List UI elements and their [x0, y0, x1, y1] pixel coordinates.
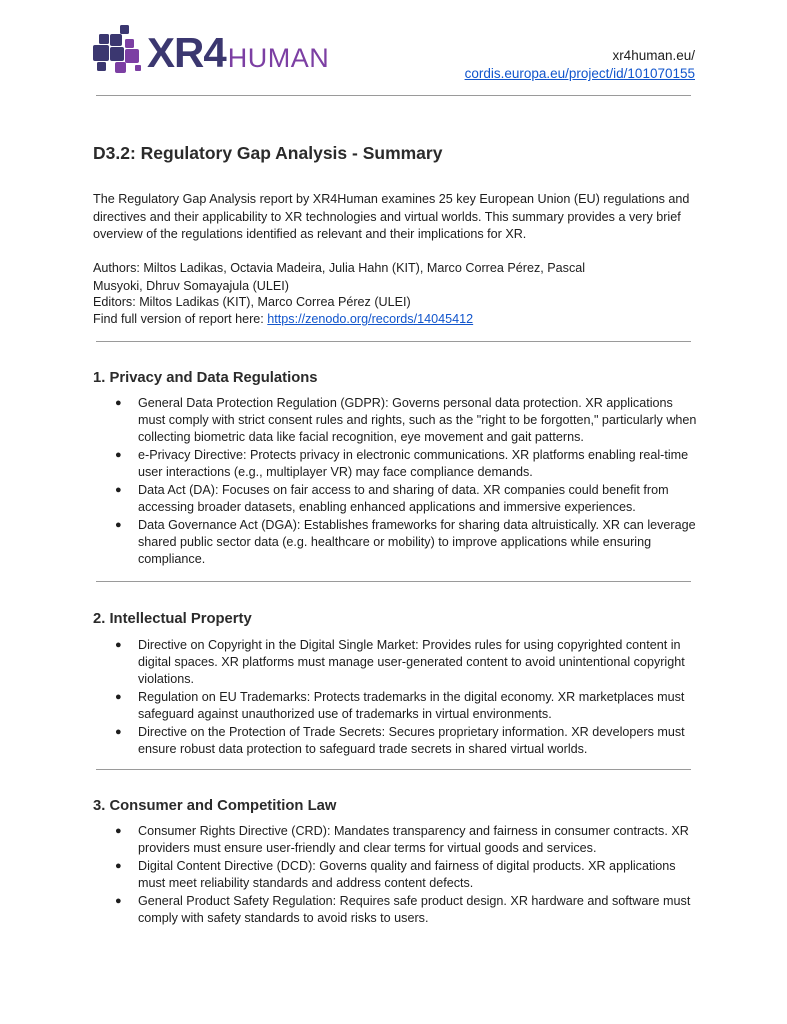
list-item-text: Data Governance Act (DGA): Establishes frameworks for sharing data altruistically. XR can leverage shared public sector data (e.g. healthcare or mobility) to improve applications while ensuring compliance. — [138, 518, 696, 566]
list-item-text: e-Privacy Directive: Protects privacy in electronic communications. XR platforms enabling real-time user interactions (e.g., multiplayer VR) may face compliance demands. — [138, 448, 689, 479]
bullet-icon: ● — [115, 449, 122, 461]
logo-human-text: HUMAN — [227, 43, 330, 73]
report-prefix: Find full version of report here: — [93, 312, 268, 326]
authors-line: Authors: Miltos Ladikas, Octavia Madeira, Julia Hahn (KIT), Marco Correa Pérez, Pascal Musyoki, Dhruv Somayajula (ULEI) — [93, 261, 586, 293]
section-heading: 2. Intellectual Property — [93, 611, 252, 627]
bullet-icon: ● — [115, 895, 122, 907]
header-divider — [96, 95, 691, 96]
section-heading: 3. Consumer and Competition Law — [93, 798, 337, 814]
list-item-text: Directive on the Protection of Trade Secrets: Secures proprietary information. XR developers must ensure robust data protection to safeguard trade secrets in shared virtual worlds. — [138, 725, 685, 756]
list-item — [93, 724, 698, 758]
list-item — [93, 823, 698, 857]
section-list-consumer — [93, 823, 698, 928]
intro-paragraph: The Regulatory Gap Analysis report by XR4Human examines 25 key European Union (EU) regulations and directives and their applicability to XR technologies and virtual worlds. This summary provides a very brief overview of the regulations identified as relevant and their implications for XR. — [93, 192, 690, 241]
list-item — [93, 482, 698, 516]
pixel-logo-icon — [93, 25, 145, 73]
editors-line: Editors: Miltos Ladikas (KIT), Marco Correa Pérez (ULEI) — [93, 295, 411, 309]
list-item-text: General Product Safety Regulation: Requires safe product design. XR hardware and software must comply with safety standards to avoid risks to users. — [138, 894, 691, 925]
list-item-text: General Data Protection Regulation (GDPR): Governs personal data protection. XR applications must comply with strict consent rules and rights, such as the "right to be forgotten," particularly when collecting biometric data like facial recognition, eye movement and gait patterns. — [138, 396, 697, 444]
report-link[interactable]: https://zenodo.org/records/14045412 — [267, 312, 474, 326]
list-item — [93, 395, 698, 446]
xr4human-logo — [93, 25, 330, 76]
bullet-icon: ● — [115, 860, 122, 872]
bullet-icon: ● — [115, 519, 122, 531]
header-links — [465, 47, 695, 83]
list-item — [93, 517, 698, 568]
list-item-text: Directive on Copyright in the Digital Single Market: Provides rules for using copyrighted content in digital spaces. XR platforms must manage user-generated content to avoid unintentional copyright violations. — [138, 638, 685, 686]
list-item-text: Consumer Rights Directive (CRD): Mandates transparency and fairness in consumer contracts. XR providers must ensure user-friendly and clear terms for virtual goods and services. — [138, 824, 689, 855]
section-divider — [96, 581, 691, 582]
cordis-link[interactable]: cordis.europa.eu/project/id/101070155 — [464, 66, 695, 81]
section-divider — [96, 769, 691, 770]
bullet-icon: ● — [115, 691, 122, 703]
section-list-ip — [93, 637, 698, 759]
list-item — [93, 637, 698, 688]
bullet-icon: ● — [115, 825, 122, 837]
list-item-text: Data Act (DA): Focuses on fair access to and sharing of data. XR companies could benefit from accessing broader datasets, enabling enhanced applications and immersive experiences. — [138, 483, 669, 514]
site-url: xr4human.eu/ — [612, 48, 695, 63]
list-item — [93, 893, 698, 927]
logo-xr4-text: XR4 — [147, 29, 226, 76]
list-item — [93, 447, 698, 481]
section-list-privacy — [93, 395, 698, 569]
bullet-icon: ● — [115, 726, 122, 738]
page-title: D3.2: Regulatory Gap Analysis - Summary — [93, 143, 443, 163]
list-item — [93, 858, 698, 892]
report-line — [93, 311, 703, 329]
list-item-text: Digital Content Directive (DCD): Governs quality and fairness of digital products. XR applications must meet reliability standards and address content defects. — [138, 859, 676, 890]
bullet-icon: ● — [115, 484, 122, 496]
list-item — [93, 689, 698, 723]
section-heading: 1. Privacy and Data Regulations — [93, 370, 318, 386]
list-item-text: Regulation on EU Trademarks: Protects trademarks in the digital economy. XR marketplaces must safeguard against unauthorized use of trademarks in virtual environments. — [138, 690, 685, 721]
bullet-icon: ● — [115, 397, 122, 409]
section-divider — [96, 341, 691, 342]
bullet-icon: ● — [115, 639, 122, 651]
